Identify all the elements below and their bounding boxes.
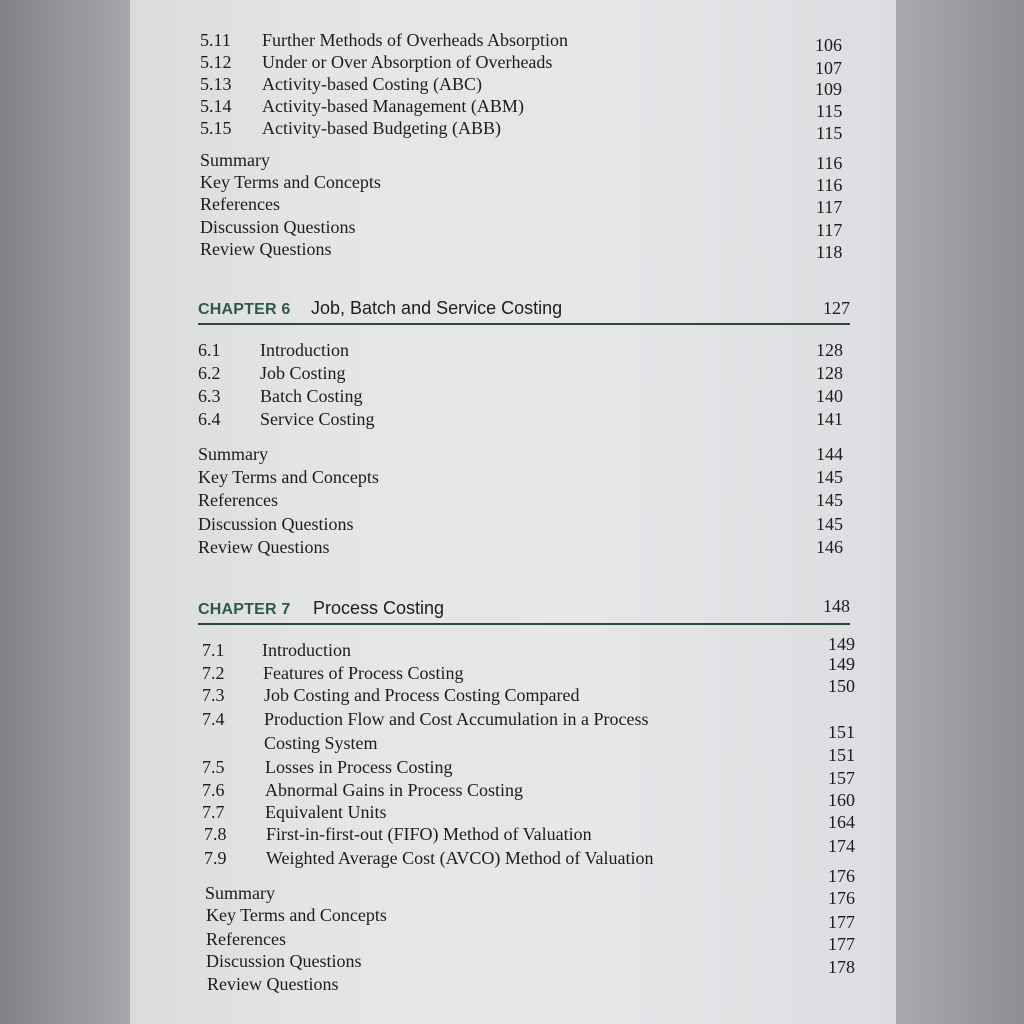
toc-entry: 6.4 Service Costing 141 <box>198 409 843 429</box>
toc-end-entry: References 145 <box>198 490 843 510</box>
toc-entry: 6.1 Introduction 128 <box>198 340 843 360</box>
toc-entry: 5.14 Activity-based Management (ABM) 115 <box>200 96 843 121</box>
toc-end-entry: Key Terms and Concepts 145 <box>198 467 843 487</box>
toc-end-entry: Review Questions 178 <box>207 957 855 994</box>
book-page <box>130 0 896 1024</box>
toc-end-entry: Key Terms and Concepts 176 <box>206 888 855 925</box>
toc-entry: 7.1 Introduction 149 <box>202 634 855 660</box>
toc-entry: 7.5 Losses in Process Costing 151 <box>202 745 855 777</box>
chapter-label: CHAPTER 6 <box>198 301 291 318</box>
chapter-page: 148 <box>823 596 850 616</box>
toc-end-entry: Review Questions 118 <box>200 239 843 262</box>
toc-end-entry: Key Terms and Concepts 116 <box>200 172 843 195</box>
toc-entry: 7.7 Equivalent Units 160 <box>202 790 855 822</box>
toc-entry: 5.12 Under or Over Absorption of Overheads 107 <box>200 52 842 78</box>
toc-end-entry: References 117 <box>200 194 843 217</box>
toc-end-entry: Discussion Questions 117 <box>200 217 843 240</box>
toc-end-entry: References 177 <box>206 912 855 949</box>
page-edge-left <box>0 0 130 1024</box>
toc-entry: 7.3 Job Costing and Process Costing Compared 150 <box>202 676 855 705</box>
toc-entry: 5.13 Activity-based Costing (ABC) 109 <box>200 74 842 99</box>
chapter-page: 127 <box>823 298 850 318</box>
toc-entry: 7.2 Features of Process Costing 149 <box>202 654 855 683</box>
toc-entry: 7.9 Weighted Average Cost (AVCO) Method of Valuation 174 <box>204 836 855 868</box>
toc-entry: 6.2 Job Costing 128 <box>198 363 843 383</box>
toc-entry: 5.15 Activity-based Budgeting (ABB) 115 <box>200 118 843 143</box>
toc-end-entry: Summary 176 <box>205 866 855 903</box>
chapter-heading <box>198 597 850 625</box>
chapter-title: Process Costing <box>313 598 445 618</box>
toc-entry: 5.11 Further Methods of Overheads Absorption 106 <box>200 30 842 55</box>
page-edge-right <box>896 0 1024 1024</box>
toc-entry: 6.3 Batch Costing 140 <box>198 386 843 406</box>
toc-entry: 7.8 First-in-first-out (FIFO) Method of Valuation 164 <box>204 812 855 844</box>
toc-end-entry: Review Questions 146 <box>198 537 843 557</box>
toc-end-entry: Discussion Questions 145 <box>198 514 843 534</box>
chapter-label: CHAPTER 7 <box>198 601 291 618</box>
toc-entry: 7.4 Production Flow and Cost Accumulation in a Process Costing System 151 <box>202 709 855 753</box>
toc-end-entry: Summary 144 <box>198 444 843 464</box>
chapter-title: Job, Batch and Service Costing <box>311 298 563 318</box>
toc-entry: 7.6 Abnormal Gains in Process Costing 157 <box>202 768 855 800</box>
toc-end-entry: Summary 116 <box>200 150 843 173</box>
toc-end-entry: Discussion Questions 177 <box>206 934 855 971</box>
chapter-heading <box>198 297 850 325</box>
